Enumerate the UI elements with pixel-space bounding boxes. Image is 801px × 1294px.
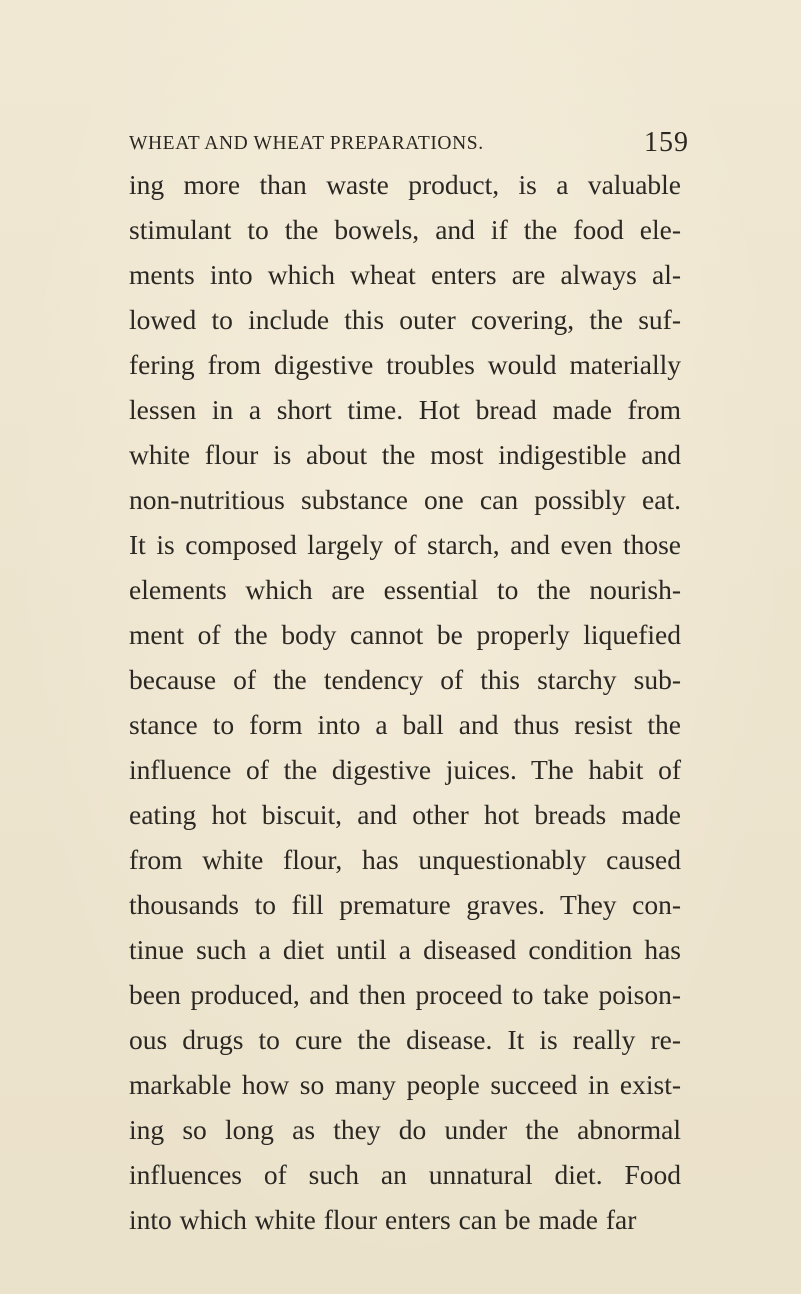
text-line: ments into which wheat enters are always al- bbox=[129, 259, 681, 290]
text-line: lowed to include this outer covering, the suf- bbox=[129, 304, 681, 335]
body-paragraph bbox=[129, 162, 681, 1242]
text-line: markable how so many people succeed in exist- bbox=[129, 1069, 681, 1100]
text-line: thousands to fill premature graves. They con- bbox=[129, 889, 681, 920]
text-line: eating hot biscuit, and other hot breads made bbox=[129, 799, 681, 830]
text-line: ing more than waste product, is a valuable bbox=[129, 169, 681, 200]
text-line: into which white flour enters can be made far bbox=[129, 1204, 637, 1235]
text-line: stimulant to the bowels, and if the food ele- bbox=[129, 214, 681, 245]
running-head bbox=[129, 127, 689, 159]
text-line: stance to form into a ball and thus resist the bbox=[129, 709, 681, 740]
text-line: non-nutritious substance one can possibly eat. bbox=[129, 484, 681, 515]
text-line: lessen in a short time. Hot bread made from bbox=[129, 394, 681, 425]
text-line: ing so long as they do under the abnormal bbox=[129, 1114, 681, 1145]
text-line: because of the tendency of this starchy sub- bbox=[129, 664, 681, 695]
running-title: WHEAT AND WHEAT PREPARATIONS. bbox=[129, 133, 484, 154]
text-line: been produced, and then proceed to take poison- bbox=[129, 979, 681, 1010]
text-line: ous drugs to cure the disease. It is really re- bbox=[129, 1024, 681, 1055]
text-line: white flour is about the most indigestible and bbox=[129, 439, 681, 470]
text-line: tinue such a diet until a diseased condition has bbox=[129, 934, 681, 965]
text-line: influence of the digestive juices. The habit of bbox=[129, 754, 681, 785]
text-line: elements which are essential to the nourish- bbox=[129, 574, 681, 605]
page-number: 159 bbox=[644, 127, 689, 158]
text-line: It is composed largely of starch, and even those bbox=[129, 529, 681, 560]
text-line: fering from digestive troubles would materially bbox=[129, 349, 681, 380]
text-line: from white flour, has unquestionably caused bbox=[129, 844, 681, 875]
text-line: ment of the body cannot be properly liquefied bbox=[129, 619, 681, 650]
text-line: influences of such an unnatural diet. Food bbox=[129, 1159, 681, 1190]
